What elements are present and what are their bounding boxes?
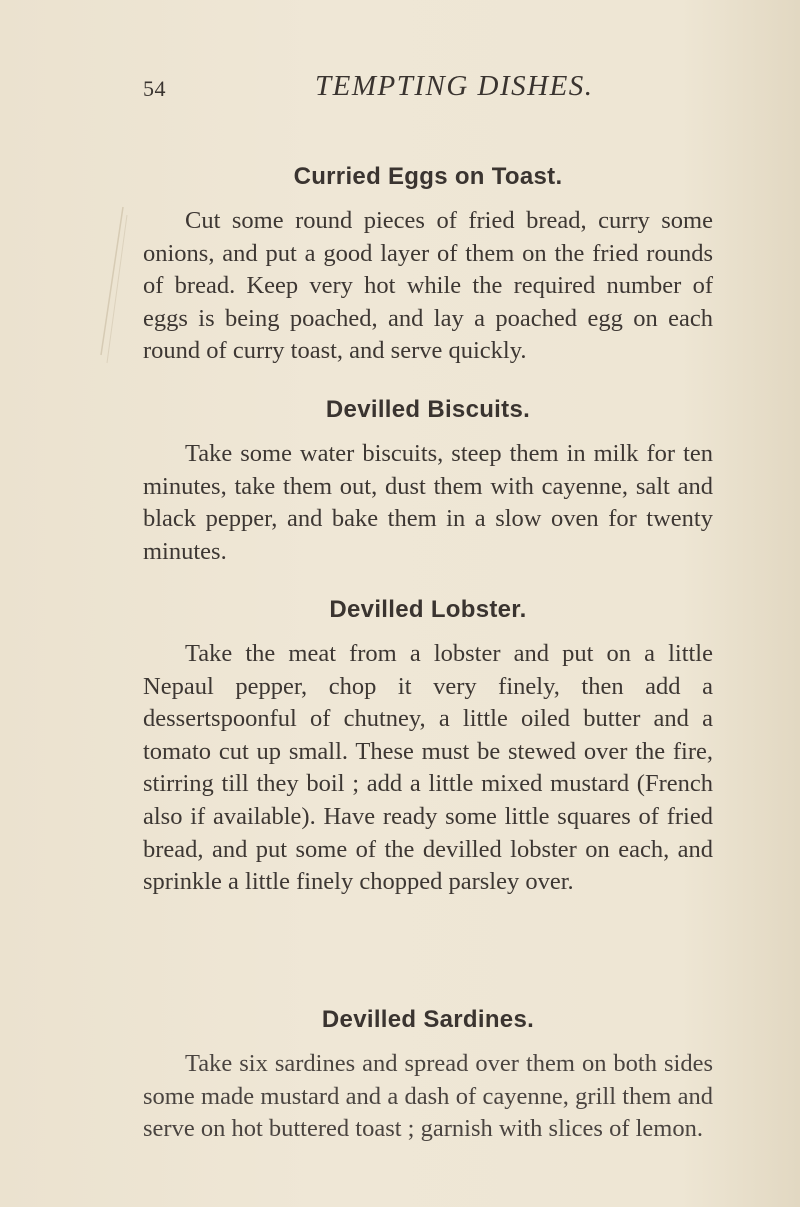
recipe-curried-eggs (143, 162, 713, 368)
running-head (143, 66, 703, 106)
recipe-body: Take some water biscuits, steep them in milk for ten minutes, take them out, dust them with cayenne, salt and black pepper, and bake them in a slow oven for twenty minutes. (143, 440, 713, 565)
recipe-devilled-sardines (143, 1005, 713, 1146)
recipe-title: Devilled Biscuits. (325, 396, 531, 423)
recipe-title: Curried Eggs on Toast. (293, 163, 563, 190)
recipe-title: Devilled Lobster. (329, 596, 527, 623)
recipe-devilled-biscuits (143, 395, 713, 568)
recipe-body: Take six sardines and spread over them on both sides some made mustard and a dash of cayenne, grill them and serve on hot buttered toast ; garnish with slices of lemon. (143, 1050, 713, 1143)
recipe-devilled-lobster (143, 595, 713, 899)
recipe-title: Devilled Sardines. (321, 1006, 535, 1033)
page-number: 54 (143, 76, 166, 101)
running-title: TEMPTING DISHES. (315, 70, 594, 102)
recipe-body: Take the meat from a lobster and put on a little Nepaul pepper, chop it very finely, then add a dessertspoonful of chutney, a little oiled butter and a tomato cut up small. These must be stewed over the fire, stirring till they boil ; add a little mixed mustard (French also if available). Have ready some little squares of fried bread, and put some of the devilled lobster on each, and sprinkle a little finely chopped parsley over. (143, 640, 713, 896)
recipe-body: Cut some round pieces of fried bread, curry some onions, and put a good layer of them on the fried rounds of bread. Keep very hot while the required number of eggs is being poached, and lay a poached egg on each round of curry toast, and serve quickly. (143, 207, 713, 365)
paper-crease-mark (95, 205, 135, 365)
